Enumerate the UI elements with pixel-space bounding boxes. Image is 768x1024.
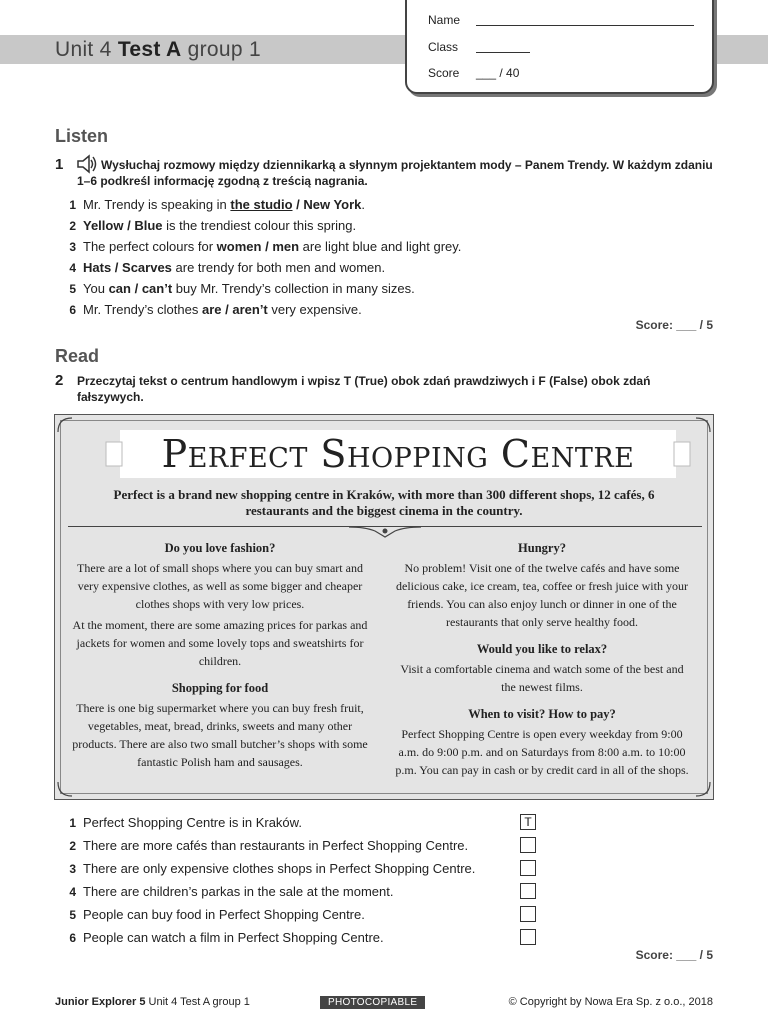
option-2[interactable]: New York — [303, 197, 362, 212]
answer-box[interactable] — [520, 883, 536, 899]
class-label: Class — [428, 40, 459, 54]
option-2[interactable]: can’t — [141, 281, 173, 296]
score-label: Score — [428, 66, 460, 80]
text-after: are trendy for both men and women. — [171, 260, 386, 275]
text-after: . — [361, 197, 366, 212]
item-text: There are children’s parkas in the sale at the moment. — [83, 884, 394, 899]
option-separator: / — [261, 239, 273, 254]
option-2[interactable]: Scarves — [122, 260, 172, 275]
option-1[interactable]: the studio — [230, 197, 293, 212]
text-after: are light blue and light grey. — [299, 239, 462, 254]
exercise-number: 2 — [55, 372, 64, 389]
section-paragraph: Visit a comfortable cinema and watch some of the best and the newest films. — [400, 662, 684, 694]
item-text: People can watch a film in Perfect Shopping Centre. — [83, 930, 384, 945]
text-before: You — [83, 281, 109, 296]
option-1[interactable]: can — [108, 281, 131, 296]
item-number: 6 — [69, 303, 76, 317]
item-text — [83, 218, 356, 234]
answer-box[interactable] — [520, 860, 536, 876]
item-number: 4 — [69, 261, 76, 275]
article-intro: Perfect is a brand new shopping centre in Kraków, with more than 300 different shops, 12 cafés, 6 restaurants and the biggest cinema in the country. — [113, 487, 655, 518]
listen-item — [62, 239, 712, 255]
option-separator: / — [111, 260, 123, 275]
article-left-column — [72, 539, 368, 771]
name-field[interactable] — [476, 25, 694, 26]
option-1[interactable]: Hats — [83, 260, 112, 275]
article-title: Perfect Shopping Centre — [161, 432, 635, 476]
read-score: Score: ___ / 5 — [635, 948, 713, 962]
item-number: 5 — [69, 908, 76, 922]
listen-heading: Listen — [55, 126, 109, 146]
item-text: Perfect Shopping Centre is in Kraków. — [83, 815, 302, 830]
listen-item — [62, 197, 712, 213]
photocopiable-badge: PHOTOCOPIABLE — [320, 996, 425, 1009]
read-item — [62, 884, 522, 900]
listen-item — [62, 218, 712, 234]
item-number: 3 — [69, 862, 76, 876]
option-2[interactable]: Blue — [134, 218, 163, 233]
item-text — [83, 281, 415, 297]
read-heading: Read — [55, 346, 100, 366]
option-1[interactable]: women — [216, 239, 262, 254]
listen-item — [62, 302, 712, 318]
item-number: 3 — [69, 240, 76, 254]
total-score: ___ / 40 — [476, 66, 520, 80]
item-text — [83, 260, 385, 276]
section-heading: When to visit? How to pay? — [468, 707, 616, 721]
read-item — [62, 838, 522, 854]
section-paragraph: At the moment, there are some amazing prices for parkas and jackets for women and some lovely tops and sweatshirts for children. — [72, 618, 368, 668]
footer-book: Junior Explorer 5 Unit 4 Test A group 1 — [55, 996, 250, 1008]
option-2[interactable]: aren’t — [232, 302, 268, 317]
item-number: 2 — [69, 839, 76, 853]
option-separator: / — [130, 281, 142, 296]
listen-instruction: Wysłuchaj rozmowy między dziennikarką a słynnym projektantem mody – Panem Trendy. W każdym zdaniu 1–6 podkreśl informację zgodną z treścią nagrania. — [77, 158, 713, 188]
answer-box[interactable]: T — [520, 814, 536, 830]
item-text — [83, 197, 365, 213]
class-field[interactable] — [476, 52, 530, 53]
option-separator: / — [221, 302, 233, 317]
section-heading: Hungry? — [518, 541, 566, 555]
text-before: The perfect colours for — [83, 239, 217, 254]
item-number: 1 — [69, 198, 76, 212]
page-title: Unit 4 Test A group 1 — [55, 38, 261, 61]
text-before: Mr. Trendy is speaking in — [83, 197, 231, 212]
text-before: Mr. Trendy’s clothes — [83, 302, 202, 317]
section-paragraph: No problem! Visit one of the twelve cafés and have some delicious cake, ice cream, tea, coffee or fresh juice with your friends. You can also enjoy lunch or dinner in one of the restaurants that only serve healthy food. — [396, 561, 688, 629]
item-text: There are only expensive clothes shops in Perfect Shopping Centre. — [83, 861, 476, 876]
item-number: 1 — [69, 816, 76, 830]
section-heading: Do you love fashion? — [164, 541, 276, 555]
text-after: very expensive. — [267, 302, 362, 317]
text-after: buy Mr. Trendy’s collection in many sizes. — [172, 281, 415, 296]
item-number: 2 — [69, 219, 76, 233]
section-paragraph: There is one big supermarket where you can buy fresh fruit, vegetables, meat, bread, drinks, sweets and many other products. There are also two small butcher’s shops with some fantastic Polish ham and sausages. — [72, 701, 368, 769]
divider-ornament — [345, 519, 425, 539]
answer-box[interactable] — [520, 906, 536, 922]
read-item — [62, 861, 522, 877]
item-text — [83, 239, 461, 255]
item-text — [83, 302, 362, 318]
item-number: 5 — [69, 282, 76, 296]
option-2[interactable]: men — [272, 239, 300, 254]
answer-box[interactable] — [520, 837, 536, 853]
option-separator: / — [123, 218, 135, 233]
read-item — [62, 930, 522, 946]
section-heading: Would you like to relax? — [476, 642, 608, 656]
option-1[interactable]: are — [201, 302, 222, 317]
listen-item — [62, 281, 712, 297]
item-text: People can buy food in Perfect Shopping Centre. — [83, 907, 365, 922]
section-paragraph: There are a lot of small shops where you can buy smart and very expensive clothes, as well as some bigger and cheaper clothes shops with very low prices. — [77, 561, 363, 611]
option-1[interactable]: Yellow — [83, 218, 124, 233]
listen-score: Score: ___ / 5 — [635, 318, 713, 332]
article-right-column — [392, 539, 692, 779]
item-text: There are more cafés than restaurants in Perfect Shopping Centre. — [83, 838, 469, 853]
item-number: 6 — [69, 931, 76, 945]
listen-item — [62, 260, 712, 276]
read-item — [62, 815, 522, 831]
read-item — [62, 907, 522, 923]
exercise-number: 1 — [55, 156, 64, 173]
name-label: Name — [428, 13, 461, 27]
answer-box[interactable] — [520, 929, 536, 945]
section-heading: Shopping for food — [171, 681, 269, 695]
option-separator: / — [292, 197, 304, 212]
item-number: 4 — [69, 885, 76, 899]
section-paragraph: Perfect Shopping Centre is open every weekday from 9:00 a.m. do 9:00 p.m. and on Saturdays from 8:00 a.m. to 10:00 p.m. You can pay in cash or by credit card in all of the shops. — [395, 727, 689, 777]
copyright: © Copyright by Nowa Era Sp. z o.o., 2018 — [508, 996, 713, 1008]
read-instruction: Przeczytaj tekst o centrum handlowym i wpisz T (True) obok zdań prawdziwych i F (False) obok zdań fałszywych. — [77, 374, 651, 404]
text-after: is the trendiest colour this spring. — [162, 218, 357, 233]
